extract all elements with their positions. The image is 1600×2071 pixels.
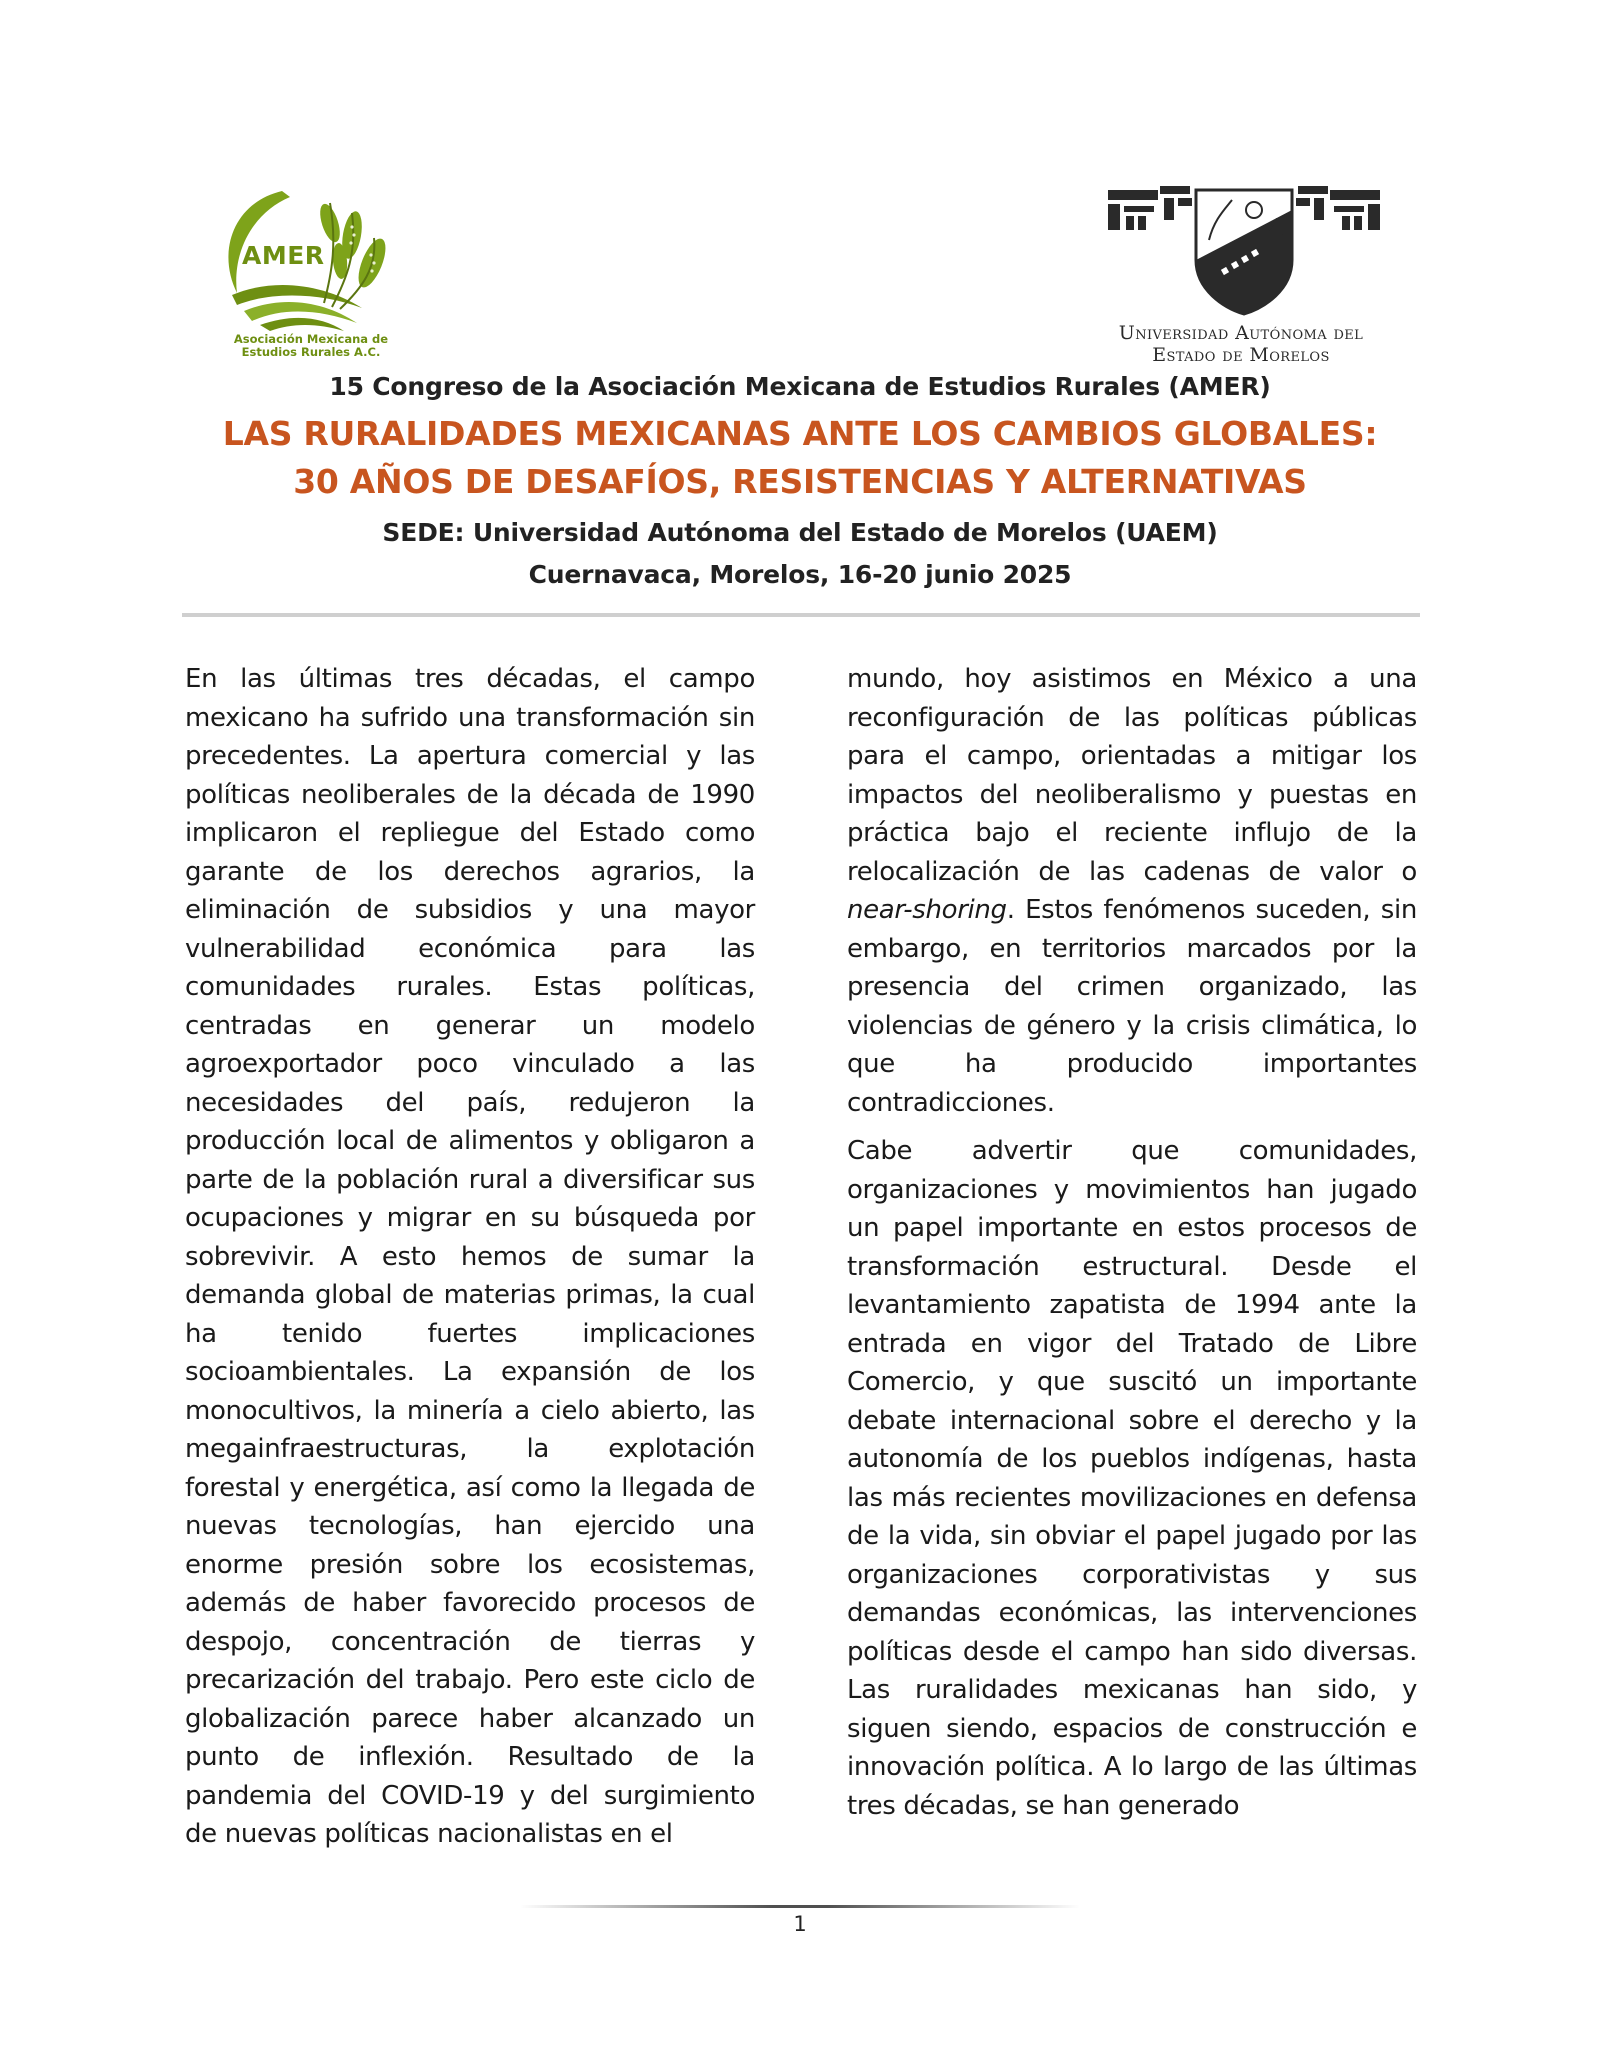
title-line-1: LAS RURALIDADES MEXICANAS ANTE LOS CAMBIOS GLOBALES: (222, 414, 1378, 453)
page-number: 1 (793, 1912, 807, 1936)
right-paragraph-1 (847, 660, 1417, 1122)
left-paragraph: En las últimas tres décadas, el campo mexicano ha sufrido una transformación sin precedentes. La apertura comercial y las políticas neoliberales de la década de 1990 implicaron el repliegue del Estado como garante de los derechos agrarios, la eliminación de subsidios y una mayor vulnerabilidad económica para las comunidades rurales. Estas políticas, centradas en generar un modelo agroexportador poco vinculado a las necesidades del país, redujeron la producción local de alimentos y obligaron a parte de la población rural a diversificar sus ocupaciones y migrar en su búsqueda por sobrevivir. A esto hemos de sumar la demanda global de materias primas, la cual ha tenido fuertes implicaciones socioambientales. La expansión de los monocultivos, la minería a cielo abierto, las megainfraestructuras, la explotación forestal y energética, así como la llegada de nuevas tecnologías, han ejercido una enorme presión sobre los ecosistemas, además de haber favorecido procesos de despojo, concentración de tierras y precarización del trabajo. Pero este ciclo de globalización parece haber alcanzado un punto de inflexión. Resultado de la pandemia del COVID-19 y del surgimiento de nuevas políticas nacionalistas en el (185, 664, 755, 1849)
congress-heading: 15 Congreso de la Asociación Mexicana de Estudios Rurales (AMER) (329, 372, 1271, 401)
left-column (185, 660, 755, 1854)
right-paragraph-1-part-a: mundo, hoy asistimos en México a una reconfiguración de las políticas públicas para el campo, orientadas a mitigar los impactos del neoliberalismo y puestas en práctica bajo el reciente influjo de la relocalización de las cadenas de valor o (847, 664, 1417, 887)
uaem-name (1086, 322, 1396, 366)
amer-wordmark: AMER (242, 241, 325, 270)
uaem-name-line-2: Estado de Morelos (1152, 344, 1330, 366)
amer-logo (212, 183, 412, 365)
uaem-logo (1086, 180, 1406, 370)
right-paragraph-2: Cabe advertir que comunidades, organizaciones y movimientos han jugado un papel importante en estos procesos de transformación estructural. Desde el levantamiento zapatista de 1994 ante la entrada en vigor del Tratado de Libre Comercio, y que suscitó un importante debate internacional sobre el derecho y la autonomía de los pueblos indígenas, hasta las más recientes movilizaciones en defensa de la vida, sin obviar el papel jugado por las organizaciones corporativistas y sus demandas económicas, las intervenciones políticas desde el campo han sido diversas. Las ruralidades mexicanas han sido, y siguen siendo, espacios de construcción e innovación política. A lo largo de las últimas tres décadas, se han generado (847, 1136, 1417, 1821)
uaem-shield-icon (1104, 180, 1384, 320)
amer-subtitle-line-1: Asociación Mexicana de (233, 332, 389, 346)
venue-heading: SEDE: Universidad Autónoma del Estado de Morelos (UAEM) (382, 518, 1218, 547)
title-line-2: 30 AÑOS DE DESAFÍOS, RESISTENCIAS Y ALTERNATIVAS (293, 462, 1307, 501)
place-date-heading: Cuernavaca, Morelos, 16-20 junio 2025 (528, 560, 1072, 589)
near-shoring-term: near-shoring (847, 895, 1007, 925)
header-divider (182, 613, 1420, 617)
uaem-name-line-1: Universidad Autónoma del (1118, 322, 1364, 344)
footer-divider (520, 1905, 1080, 1908)
right-paragraph-1-part-b: . Estos fenómenos suceden, sin embargo, en territorios marcados por la presencia del crimen organizado, las violencias de género y la crisis climática, lo que ha producido importantes contradicciones. (847, 895, 1417, 1118)
amer-subtitle (216, 333, 406, 359)
amer-subtitle-line-2: Estudios Rurales A.C. (241, 345, 381, 359)
right-column (847, 660, 1417, 1825)
